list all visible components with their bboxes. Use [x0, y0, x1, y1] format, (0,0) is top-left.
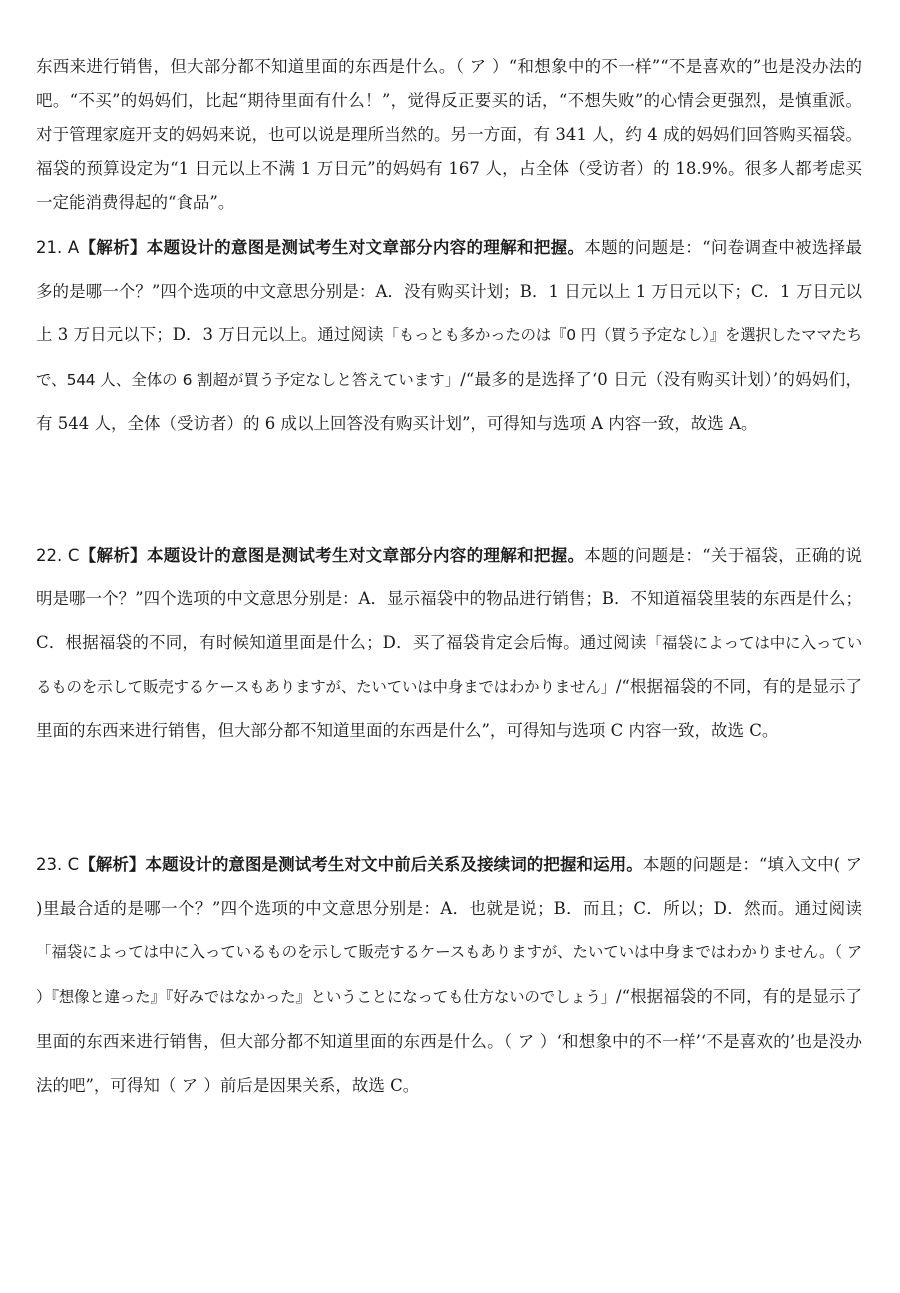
translation-text: /“根据福袋的不同，有的是显示了里面的东西来进行销售，但大部分都不知道里面的东西是什么。（ ア ）‘和想象中的不一样’‘不是喜欢的’也是没办法的吧”，可得知（ ア ）前后是因果关系，故选 C。: [36, 987, 863, 1095]
answer-letter: C: [67, 855, 80, 874]
explanation-text: 本题的问题是：“填入文中( ア )里最合适的是哪一个？”四个选项的中文意思分别是：A．也就是说；B．而且；C．所以；D．然而。通过阅读: [36, 855, 862, 918]
answer-letter: C: [67, 546, 80, 565]
explanation-text: 本题的问题是：“问卷调查中被选择最多的是哪一个？”四个选项的中文意思分别是：A．没有购买计划；B．1 日元以上 1 万日元以下；C．1 万日元以上 3 万日元以下；D．3 万日元以上。通过阅读: [36, 238, 863, 344]
explanation-heading: 【解析】本题设计的意图是测试考生对文中前后关系及接续词的把握和运用。: [79, 855, 643, 874]
explanation-text: 本题的问题是：“关于福袋，正确的说明是哪一个？”四个选项的中文意思分别是：A．显示福袋中的物品进行销售；B．不知道福袋里装的东西是什么；C．根据福袋的不同，有时候知道里面是什么；D．买了福袋肯定会后悔。通过阅读: [36, 546, 863, 652]
translation-text: /“根据福袋的不同，有的是显示了里面的东西来进行销售，但大部分都不知道里面的东西是什么”，可得知与选项 C 内容一致，故选 C。: [36, 676, 862, 741]
question-21-explanation: [36, 226, 862, 446]
question-22-explanation: [36, 534, 862, 752]
question-number: 21.: [36, 238, 63, 257]
japanese-quote: 「福袋によっては中に入っているものを示して販売するケースもありますが、たいていは中身まではわかりません。（ ア ）『想像と違った』『好みではなかった』ということになっても仕方ないのでしょう」: [36, 943, 862, 1007]
japanese-quote: 「福袋によっては中に入っているものを示して販売するケースもありますが、たいていは中身まではわかりません」: [36, 633, 862, 696]
question-number: 22.: [36, 546, 63, 565]
question-23-explanation: [36, 843, 862, 1107]
translation-text: /“最多的是选择了‘0 日元（没有购买计划）’的妈妈们，有 544 人，全体（受访者）的 6 成以上回答没有购买计划”，可得知与选项 A 内容一致，故选 A。: [36, 369, 862, 433]
explanation-heading: 【解析】本题设计的意图是测试考生对文章部分内容的理解和把握。: [79, 546, 585, 565]
intro-paragraph: 东西来进行销售，但大部分都不知道里面的东西是什么。（ ア ）“和想象中的不一样”“不是喜欢的”也是没办法的吧。“不买”的妈妈们，比起“期待里面有什么！”，觉得反正要买的话，“不想失败”的心情会更强烈，是慎重派。对于管理家庭开支的妈妈来说，也可以说是理所当然的。另一方面，有 341 人，约 4 成的妈妈们回答购买福袋。福袋的预算设定为“1 日元以上不满 1 万日元”的妈妈有 167 人，占全体（受访者）的 18.9%。很多人都考虑买一定能消费得起的“食品”。: [36, 57, 862, 212]
japanese-quote: 「もっとも多かったのは『0 円（買う予定なし）』を選択したママたちで、544 人、全体の 6 割超が買う予定なしと答えています」: [36, 326, 862, 389]
answer-letter: A: [67, 238, 80, 257]
explanation-heading: 【解析】本题设计的意图是测试考生对文章部分内容的理解和把握。: [79, 238, 585, 257]
question-number: 23.: [36, 855, 63, 874]
